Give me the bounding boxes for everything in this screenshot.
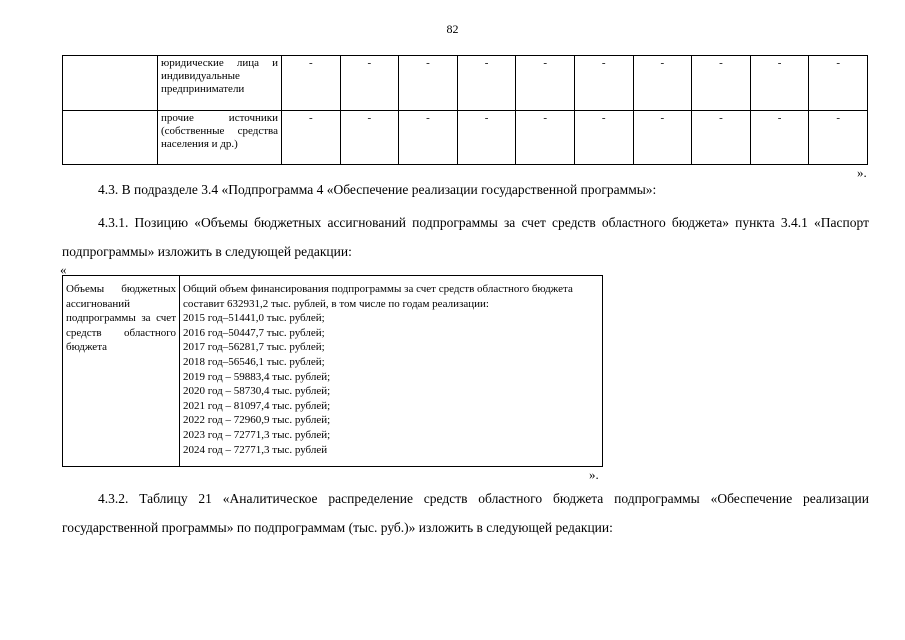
value-cell: - [633, 110, 692, 165]
passport-row [63, 276, 603, 467]
value-cell: - [457, 56, 516, 111]
page-number: 82 [446, 22, 459, 36]
value-cell: - [516, 56, 575, 111]
paragraph-4-3-2: 4.3.2. Таблицу 21 «Аналитическое распределение средств областного бюджета подпрограммы «Обеспечение реализации государственной программы» по подпрограммам (тыс. руб.)» изложить в следующей редакции: [62, 491, 869, 535]
year-line: 2020 год – 58730,4 тыс. рублей; [183, 385, 331, 398]
value-cell: - [399, 56, 458, 111]
value-cell: - [340, 56, 399, 111]
year-line: 2018 год–56546,1 тыс. рублей; [183, 355, 325, 368]
value-cell: - [809, 110, 868, 165]
value-cell: - [282, 110, 341, 165]
source-label-cell: прочие источники (собственные средства населения и др.) [158, 110, 282, 165]
year-line: 2021 год – 81097,4 тыс. рублей; [183, 399, 331, 412]
paragraph-4-3-1: 4.3.1. Позицию «Объемы бюджетных ассигнований подпрограммы за счет средств областного бюджета» пункта 3.4.1 «Паспорт подпрограммы» изложить в следующей редакции: [62, 215, 869, 259]
passport-table [62, 275, 603, 467]
year-line: 2019 год – 59883,4 тыс. рублей; [183, 370, 331, 383]
years-list [183, 311, 599, 457]
table-closing-quote: ». [857, 165, 867, 180]
passport-left-cell: Объемы бюджетных ассигнований подпрограммы за счет средств областного бюджета [63, 276, 180, 467]
year-line: 2022 год – 72960,9 тыс. рублей; [183, 414, 331, 427]
year-line: 2023 год – 72771,3 тыс. рублей; [183, 428, 331, 441]
value-cell: - [282, 56, 341, 111]
empty-cell [63, 56, 158, 111]
value-cell: - [692, 110, 751, 165]
value-cell: - [633, 56, 692, 111]
source-label-cell: юридические лица и индивидуальные предприниматели [158, 56, 282, 111]
value-cell: - [750, 110, 809, 165]
value-cell: - [457, 110, 516, 165]
passport-closing-quote: ». [589, 467, 599, 482]
value-cell: - [574, 56, 633, 111]
value-cell: - [750, 56, 809, 111]
value-cell: - [399, 110, 458, 165]
passport-intro: Общий объем финансирования подпрограммы за счет средств областного бюджета составит 632931,2 тыс. рублей, в том числе по годам реализации: [183, 283, 573, 310]
table-row [63, 110, 868, 165]
year-line: 2017 год–56281,7 тыс. рублей; [183, 341, 325, 354]
value-cell: - [809, 56, 868, 111]
opening-quote: « [60, 262, 67, 277]
year-line: 2016 год–50447,7 тыс. рублей; [183, 326, 325, 339]
year-line: 2024 год – 72771,3 тыс. рублей [183, 443, 328, 456]
funding-sources-table [62, 55, 868, 165]
passport-right-cell [180, 276, 603, 467]
paragraph-4-3: 4.3. В подразделе 3.4 «Подпрограмма 4 «Обеспечение реализации государственной программы»: [98, 182, 657, 197]
value-cell: - [692, 56, 751, 111]
empty-cell [63, 110, 158, 165]
value-cell: - [516, 110, 575, 165]
table-row [63, 56, 868, 111]
value-cell: - [574, 110, 633, 165]
value-cell: - [340, 110, 399, 165]
year-line: 2015 год–51441,0 тыс. рублей; [183, 312, 325, 325]
